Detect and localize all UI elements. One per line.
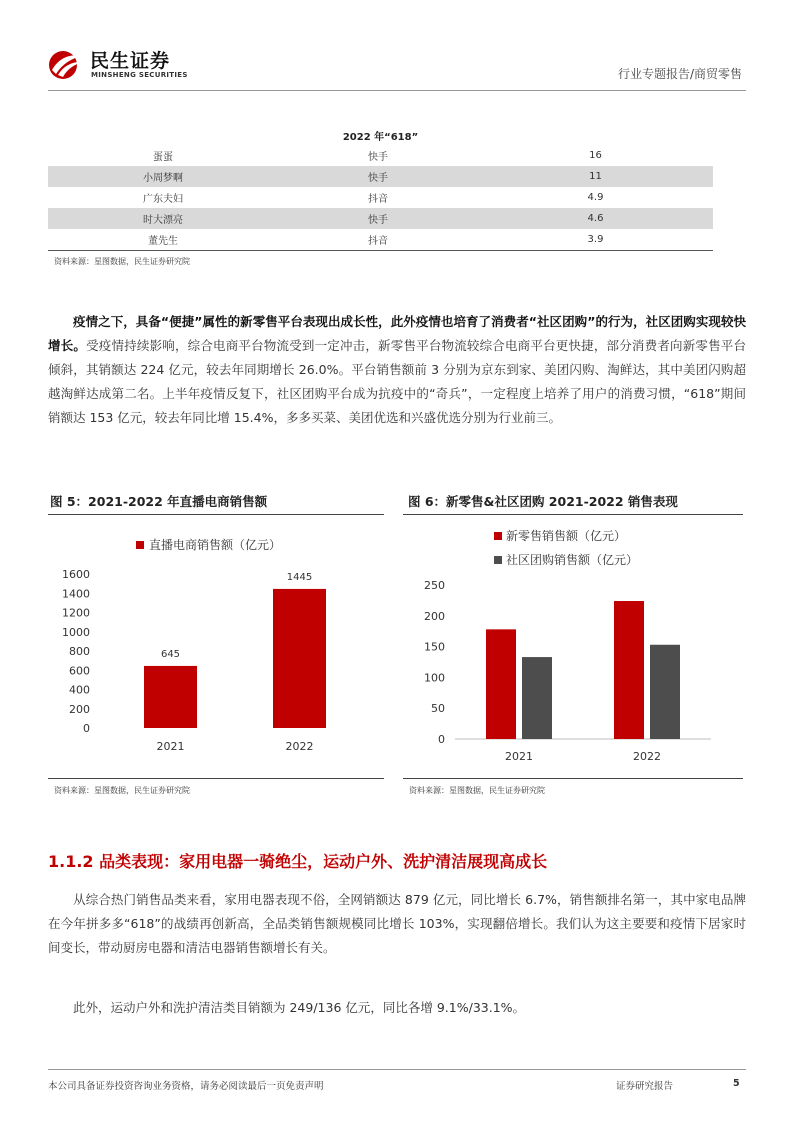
figure-5-top-rule: [48, 514, 384, 515]
bar: [486, 629, 516, 739]
table-cell-name: 广东夫妇: [143, 194, 183, 205]
table-cell-name: 蛋蛋: [153, 152, 173, 163]
bar: [650, 645, 680, 739]
influencer-sales-table: [48, 145, 713, 251]
legend-label: 新零售销售额（亿元）: [506, 529, 627, 543]
paragraph-lead: 疫情之下，具备“便捷”属性的新零售平台表现出成长性，此外疫情也培育了消费者“社区团购”的行为，社区团购实现较快增长。: [48, 314, 746, 353]
table-cell-value: 11: [478, 166, 713, 187]
bar: [144, 666, 197, 728]
paragraph-text: 受疫情持续影响，综合电商平台物流受到一定冲击，新零售平台物流较综合电商平台更快捷，部分消费者向新零售平台倾斜，其销额达 224 亿元，较去年同期增长 26.0%。平台销售额前 3 分别为京东到家、美团闪购、淘鲜达，其中美团闪购超越淘鲜达成第二名。上半年疫情反复下，社区团购平台成为抗疫中的“奇兵”，一定程度上培养了用户的消费习惯，“618”期间销额达 153 亿元，较去年同比增 15.4%，多多买菜、美团优选和兴盛优选分别为行业前三。: [48, 338, 746, 425]
legend-swatch: [136, 541, 144, 549]
data-label: 1445: [286, 571, 313, 583]
figure-6-bottom-rule: [403, 778, 743, 779]
bar: [614, 601, 644, 739]
table-title: 2022 年“618”: [342, 132, 419, 143]
y-tick-label: 250: [424, 579, 445, 592]
paragraph-text: 从综合热门销售品类来看，家用电器表现不俗，全网销额达 879 亿元，同比增长 6.7%，销售额排名第一，其中家电品牌在今年拼多多“618”的战绩再创新高，全品类销售额规模同比增长 103%，实现翻倍增长。我们认为这主要要和疫情下居家时间变长，带动厨房电器和清洁电器销售额增长有关。: [48, 892, 746, 955]
y-tick-label: 1000: [62, 625, 90, 639]
brand-name-cn: 民生证券: [90, 50, 171, 72]
bar: [273, 589, 326, 728]
footer-divider: [48, 1069, 746, 1070]
table-cell-value: 4.9: [587, 192, 604, 203]
legend-swatch: [494, 532, 502, 540]
y-tick-label: 400: [69, 683, 90, 697]
figure-6-source-note: 资料来源：星图数据，民生证券研究院: [409, 786, 545, 795]
footer-disclaimer: 本公司具备证券投资咨询业务资格，请务必阅读最后一页免责声明: [48, 1081, 324, 1092]
legend-swatch: [494, 556, 502, 564]
y-tick-label: 1600: [62, 568, 90, 581]
table-row: [48, 229, 713, 251]
table-row: [48, 166, 713, 187]
table-cell-platform: 快手: [368, 152, 388, 163]
paragraph-text: 此外，运动户外和洗护清洁类目销额为 249/136 亿元，同比各增 9.1%/33.1%。: [73, 1000, 526, 1015]
figure-5-bottom-rule: [48, 778, 384, 779]
report-category: 行业专题报告/商贸零售: [617, 67, 742, 81]
x-tick-label: 2022: [633, 750, 661, 763]
table-cell-name: 董先生: [48, 229, 278, 251]
table-source-note: 资料来源：星图数据，民生证券研究院: [54, 257, 190, 266]
table-cell-platform: 抖音: [368, 194, 388, 205]
section-heading: 1.1.2 品类表现：家用电器一骑绝尘，运动户外、洗护清洁展现高成长: [48, 852, 548, 871]
y-tick-label: 150: [424, 640, 445, 654]
brand-name-en: MINSHENG SECURITIES: [91, 71, 188, 79]
body-paragraph: [48, 888, 746, 960]
y-tick-label: 600: [69, 664, 90, 678]
page-number: 5: [733, 1078, 740, 1089]
figure-5-title: 图 5：2021-2022 年直播电商销售额: [50, 494, 268, 509]
table-cell-platform: 抖音: [278, 229, 478, 251]
y-tick-label: 100: [424, 671, 445, 685]
body-paragraph: [48, 310, 746, 430]
data-label: 645: [160, 648, 181, 660]
table-row: [48, 187, 713, 208]
y-tick-label: 0: [83, 722, 90, 735]
table-cell-platform: 快手: [278, 166, 478, 187]
minsheng-logo-icon: [48, 50, 84, 80]
table-cell-name: 时大漂亮: [48, 208, 278, 229]
table-row: [48, 145, 713, 166]
body-paragraph: [48, 996, 746, 1020]
x-tick-label: 2022: [285, 740, 314, 753]
table-cell-value: 16: [589, 150, 602, 161]
figure-6-title: 图 6：新零售&社区团购 2021-2022 销售表现: [408, 494, 678, 509]
y-tick-label: 1400: [62, 587, 90, 601]
table-cell-value: 4.6: [478, 208, 713, 229]
y-tick-label: 200: [424, 609, 445, 623]
header-divider: [48, 90, 746, 91]
x-tick-label: 2021: [156, 740, 185, 753]
table-cell-name: 小周梦啊: [48, 166, 278, 187]
y-tick-label: 0: [438, 733, 445, 746]
y-tick-label: 800: [69, 645, 90, 658]
figure-5-chart: [48, 522, 384, 774]
figure-5-source-note: 资料来源：星图数据，民生证券研究院: [54, 786, 190, 795]
table-cell-platform: 快手: [278, 208, 478, 229]
table-row: [48, 208, 713, 229]
x-tick-label: 2021: [505, 750, 533, 763]
bar: [522, 657, 552, 739]
y-tick-label: 1200: [62, 606, 90, 620]
figure-6-top-rule: [403, 514, 743, 515]
legend-label: 直播电商销售额（亿元）: [149, 538, 282, 552]
table-cell-value: 3.9: [478, 229, 713, 251]
y-tick-label: 200: [69, 702, 90, 716]
footer-report-type: 证券研究报告: [616, 1081, 674, 1092]
legend-label: 社区团购销售额（亿元）: [506, 553, 639, 567]
figure-6-chart: [403, 522, 743, 774]
y-tick-label: 50: [431, 702, 445, 716]
